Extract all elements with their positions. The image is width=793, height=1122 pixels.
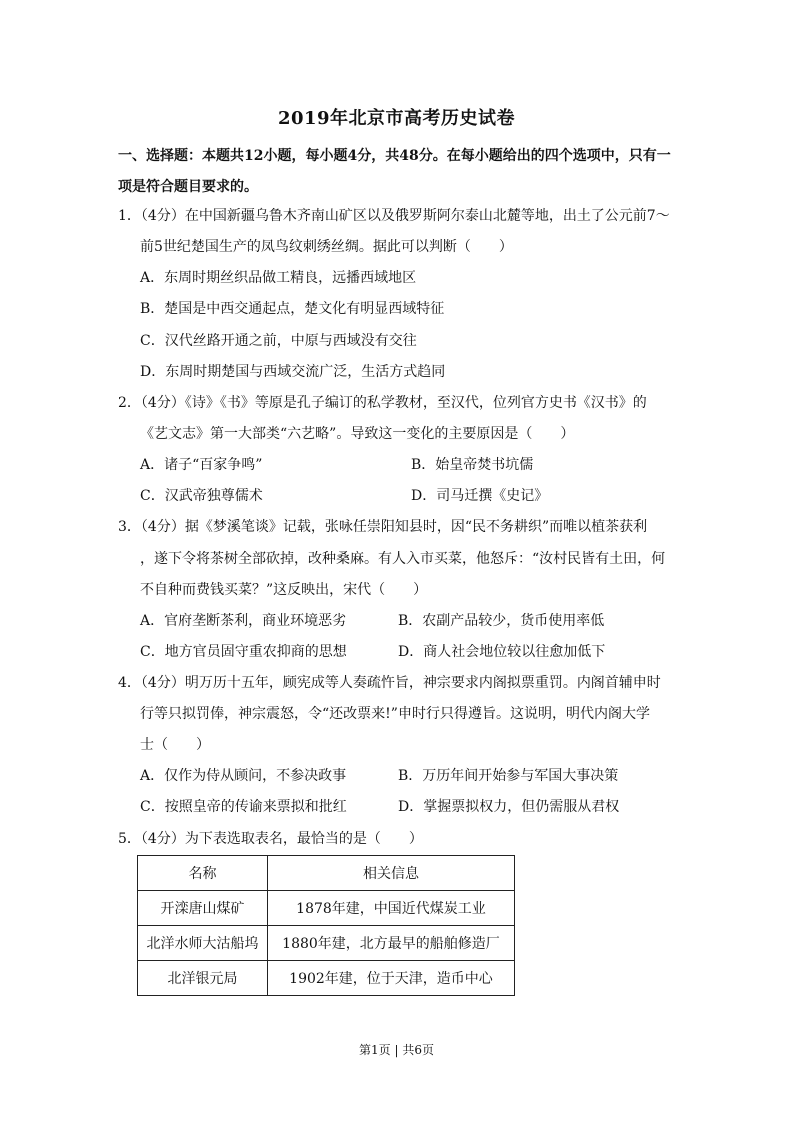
question-3-stem-line-1: 3．（4分）据《梦溪笔谈》记载，张咏任崇阳知县时，因“民不务耕织”而唯以植茶获利 xyxy=(118,519,648,535)
page-title: 2019年北京市高考历史试卷 xyxy=(277,108,516,129)
info-table xyxy=(137,855,515,996)
section-heading: 一、选择题：本题共12小题，每小题4分，共48分。在每小题给出的四个选项中，只有一项是符合题目要求的。 xyxy=(118,148,671,195)
question-3-option-c: C．地方官员固守重农抑商的思想 xyxy=(140,644,347,660)
question-2-option-b: B．始皇帝焚书坑儒 xyxy=(411,457,534,473)
question-1-stem-line-2: 前5世纪楚国生产的凤鸟纹刺绣丝绸。据此可以判断（ ） xyxy=(140,239,513,255)
question-4-option-c: C．按照皇帝的传谕来票拟和批红 xyxy=(140,799,347,815)
question-2-option-a: A．诸子“百家争鸣” xyxy=(140,457,263,473)
question-3-option-a: A．官府垄断茶利，商业环境恶劣 xyxy=(140,613,347,629)
question-4-stem-line-3: 士（ ） xyxy=(140,737,210,753)
table-cell: 北洋银元局 xyxy=(138,961,268,996)
table-header-name: 名称 xyxy=(138,856,268,891)
table-cell: 1902年建，位于天津，造币中心 xyxy=(268,961,515,996)
table-cell: 开滦唐山煤矿 xyxy=(138,891,268,926)
question-3-option-b: B．农副产品较少，货币使用率低 xyxy=(398,613,605,629)
table-cell: 1878年建，中国近代煤炭工业 xyxy=(268,891,515,926)
table-row xyxy=(138,891,515,926)
question-4-option-b: B．万历年间开始参与军国大事决策 xyxy=(398,768,619,784)
question-2-stem-line-1: 2．（4分）《诗》《书》等原是孔子编订的私学教材，至汉代，位列官方史书《汉书》的 xyxy=(118,395,647,411)
question-4-option-a: A．仅作为侍从顾问，不参决政事 xyxy=(140,768,347,784)
table-cell: 北洋水师大沽船坞 xyxy=(138,926,268,961)
question-1-option-a: A．东周时期丝织品做工精良，远播西域地区 xyxy=(140,270,417,286)
table-row xyxy=(138,961,515,996)
question-1-stem-line-1: 1．（4分）在中国新疆乌鲁木齐南山矿区以及俄罗斯阿尔泰山北麓等地，出土了公元前7～ xyxy=(118,208,670,224)
question-1-option-b: B．楚国是中西交通起点，楚文化有明显西域特征 xyxy=(140,301,445,317)
question-4-option-d: D．掌握票拟权力，但仍需服从君权 xyxy=(398,799,620,815)
page-footer: 第1页 | 共6页 xyxy=(359,1043,434,1057)
table-header-info: 相关信息 xyxy=(268,856,515,891)
question-3-option-d: D．商人社会地位较以往愈加低下 xyxy=(398,644,606,660)
question-2-stem-line-2: 《艺文志》第一大部类“六艺略”。导致这一变化的主要原因是（ ） xyxy=(140,426,575,442)
table-row xyxy=(138,926,515,961)
question-2-option-d: D．司马迁撰《史记》 xyxy=(411,488,549,504)
question-1-option-c: C．汉代丝路开通之前，中原与西域没有交往 xyxy=(140,333,417,349)
question-1-option-d: D．东周时期楚国与西域交流广泛，生活方式趋同 xyxy=(140,364,446,380)
table-cell: 1880年建，北方最早的船舶修造厂 xyxy=(268,926,515,961)
question-4-stem-line-1: 4．（4分）明万历十五年，顾宪成等人奏疏忤旨，神宗要求内阁拟票重罚。内阁首辅申时 xyxy=(118,675,661,691)
question-3-stem-line-2: ，遂下令将茶树全部砍掉，改种桑麻。有人入市买菜，他怒斥：“汝村民皆有土田，何 xyxy=(140,551,666,567)
question-3-stem-line-3: 不自种而费钱买菜？”这反映出，宋代（ ） xyxy=(140,582,428,598)
table-header-row xyxy=(138,856,515,891)
question-4-stem-line-2: 行等只拟罚俸，神宗震怒，令“还改票来!”申时行只得遵旨。这说明，明代内阁大学 xyxy=(140,706,650,722)
question-2-option-c: C．汉武帝独尊儒术 xyxy=(140,488,263,504)
question-5-stem-line-1: 5．（4分）为下表选取表名，最恰当的是（ ） xyxy=(118,831,423,847)
